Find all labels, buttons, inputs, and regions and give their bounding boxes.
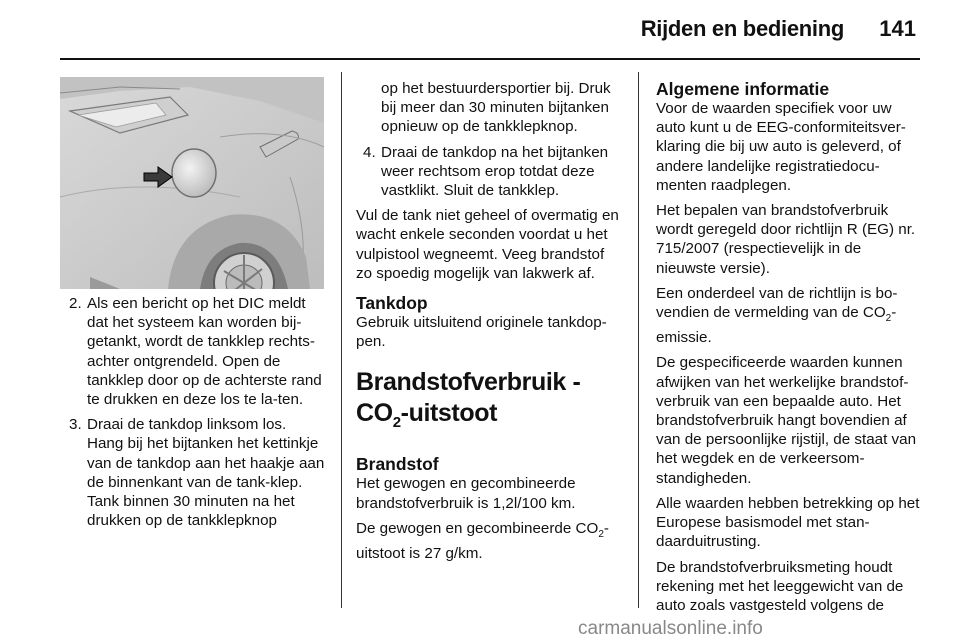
list-item [62, 294, 326, 409]
section-heading [356, 367, 622, 438]
list-item-continued [356, 79, 622, 137]
text: Een onderdeel van de richtlijn is bo-vendien de vermelding van de CO [656, 284, 898, 322]
text: De gewogen en gecombineerde CO [356, 519, 599, 537]
step-number: 2. [69, 295, 82, 312]
watermark: carmanualsonline.info [578, 618, 763, 639]
paragraph: Het gewogen en gecombineerde brandstofverbruik is 1,2l/100 km. [356, 475, 576, 512]
paragraph: Alle waarden hebben betrekking op het Europese basismodel met stan-daarduitrusting. [656, 494, 920, 551]
step-number: 3. [69, 416, 82, 434]
subheading-brandstof: Brandstof [356, 454, 439, 475]
fuel-door-illustration [60, 77, 324, 289]
section-heading-rest: -uitstoot [400, 399, 498, 428]
step-text: Als een bericht op het DIC meldt dat het systeem kan worden bij-getankt, wordt de tankklep rechts-achter ontgrendeld. Open de tankklep door op de achterste rand te drukken en deze los te la-ten. [87, 295, 322, 409]
paragraph: Voor de waarden specifiek voor uw auto kunt u de EEG-conformiteitsver-klaring die bij uw auto is geleverd, of andere landelijke registratiedocu-menten raadplegen. [656, 100, 906, 194]
header-rule [60, 58, 920, 60]
step-number: 4. [363, 143, 376, 161]
paragraph [356, 519, 622, 563]
subscript: 2 [598, 528, 604, 540]
subscript: 2 [392, 414, 401, 432]
paragraph: De brandstofverbruiksmeting houdt rekening met het leeggewicht van de auto zoals vastgesteld volgens de [656, 558, 904, 614]
text: -emissie. [656, 304, 897, 347]
section-heading-co: CO [356, 399, 393, 428]
page-header [0, 0, 960, 58]
paragraph [656, 284, 922, 348]
list-item [62, 415, 326, 530]
column-divider-1 [341, 72, 342, 608]
subheading-tankdop: Tankdop [356, 293, 428, 314]
list-item [356, 143, 622, 201]
column-left [62, 294, 326, 536]
page-title: Rijden en bediening [640, 16, 844, 41]
subheading-algemene-informatie: Algemene informatie [656, 79, 830, 99]
column-right [656, 79, 922, 621]
paragraph: Gebruik uitsluitend originele tankdop-pen. [356, 314, 607, 351]
step-text: Draai de tankdop na het bijtanken weer rechtsom erop totdat deze vastklikt. Sluit de tankklep. [381, 143, 609, 200]
paragraph: Het bepalen van brandstofverbruik wordt geregeld door richtlijn R (EG) nr. 715/2007 (respectievelijk in de nieuwste versie). [656, 202, 916, 277]
text: -uitstoot is 27 g/km. [356, 519, 609, 563]
page-number: 141 [879, 16, 916, 41]
step-text: Draai de tankdop linksom los. Hang bij het bijtanken het kettinkje van de tankdop aan het haakje aan de binnenkant van de tank-klep. Tank binnen 30 minuten na het drukken op de tankklepknop [87, 416, 325, 530]
subscript: 2 [885, 313, 892, 325]
paragraph: De gespecificeerde waarden kunnen afwijken van het werkelijke brandstof-verbruik van een bepaalde auto. Het brandstofverbruik hangt bovendien af van de persoonlijke rijstijl, de staat van het wegdek en de verkeersom-standigheden. [656, 354, 917, 487]
section-heading-line1: Brandstofverbruik - [356, 368, 581, 397]
column-divider-2 [638, 72, 639, 608]
column-middle [356, 79, 622, 569]
step-text: op het bestuurdersportier bij. Druk bij meer dan 30 minuten bijtanken opnieuw op de tankklepknop. [381, 80, 611, 136]
paragraph: Vul de tank niet geheel of overmatig en wacht enkele seconden voordat u het vulpistool wegneemt. Veeg brandstof zo spoedig mogelijk van lakwerk af. [356, 207, 619, 282]
